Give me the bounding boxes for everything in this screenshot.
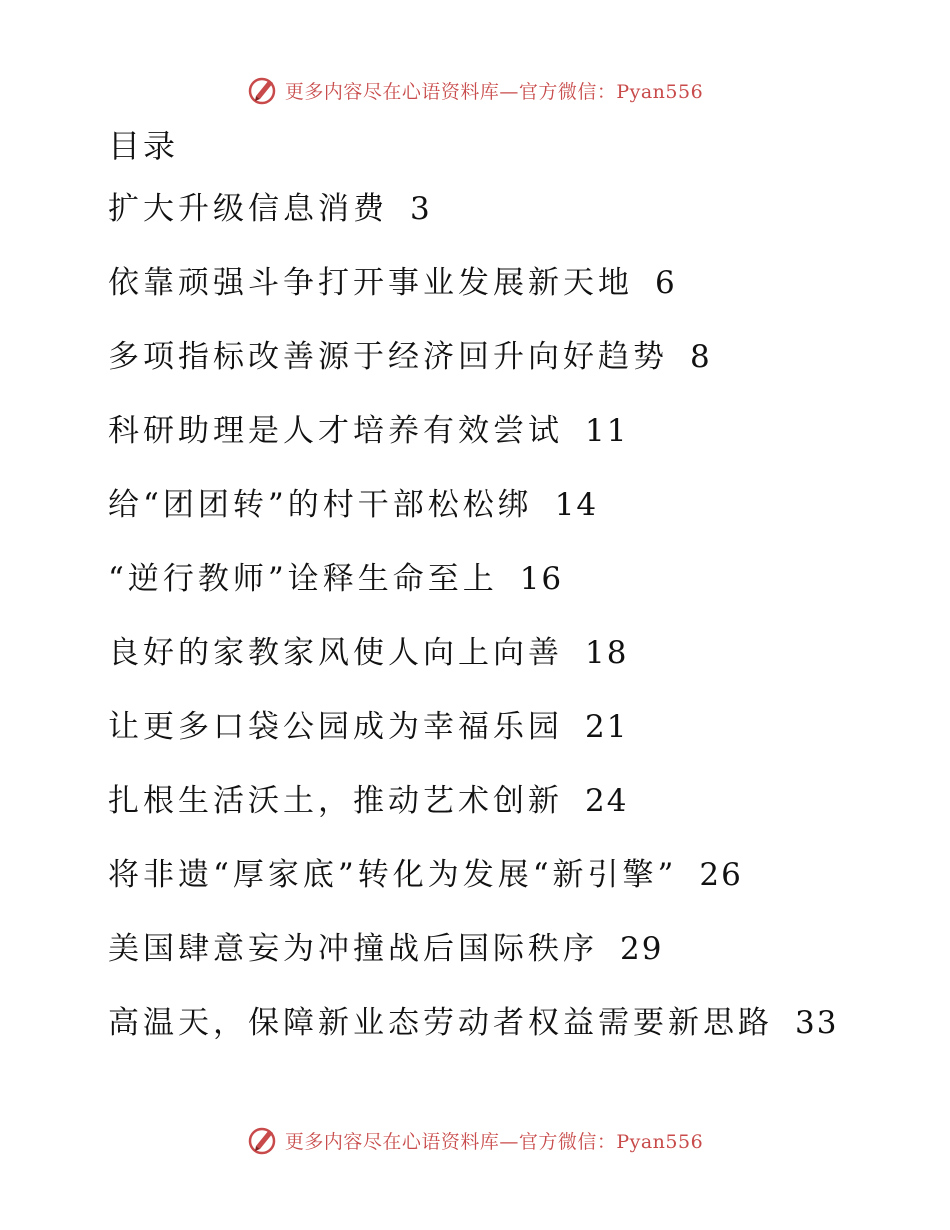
footer-watermark <box>0 1120 950 1160</box>
toc-entry-page: 21 <box>585 709 629 745</box>
toc-entry[interactable] <box>108 912 908 986</box>
toc-entry[interactable] <box>108 468 908 542</box>
header-watermark <box>0 70 950 110</box>
toc-entry-title: 科研助理是人才培养有效尝试 <box>108 413 563 449</box>
toc-entry-page: 29 <box>620 931 664 967</box>
toc-entry-page: 14 <box>554 487 599 523</box>
toc-entry[interactable] <box>108 246 908 320</box>
toc-entry-page: 8 <box>690 339 712 375</box>
watermark-text: 更多内容尽在心语资料库—官方微信：Pyan556 <box>284 80 704 103</box>
toc-entry-page: 24 <box>585 783 629 819</box>
toc-entry[interactable] <box>108 320 908 394</box>
watermark-group <box>247 74 703 106</box>
toc-entry-title: 多项指标改善源于经济回升向好趋势 <box>108 339 668 375</box>
toc-entry-page: 26 <box>699 857 743 893</box>
toc-entry[interactable] <box>108 542 908 616</box>
toc-entry-title: 扎根生活沃土，推动艺术创新 <box>108 783 563 819</box>
toc-entry[interactable] <box>108 172 908 246</box>
toc-entry-title: 美国肆意妄为冲撞战后国际秩序 <box>108 931 598 967</box>
toc-entry[interactable] <box>108 394 908 468</box>
toc-entry-title: 良好的家教家风使人向上向善 <box>108 635 563 671</box>
toc-entry[interactable] <box>108 986 908 1060</box>
toc-entry-page: 33 <box>795 1005 839 1041</box>
toc-entry[interactable] <box>108 838 908 912</box>
toc-entry[interactable] <box>108 690 908 764</box>
toc-title: 目录 <box>108 127 179 165</box>
watermark-text: 更多内容尽在心语资料库—官方微信：Pyan556 <box>284 1130 704 1153</box>
toc-entry-title: 依靠顽强斗争打开事业发展新天地 <box>108 265 633 301</box>
watermark-group <box>247 1124 703 1156</box>
toc-entry-page: 11 <box>585 413 629 449</box>
toc-entry-title: 高温天，保障新业态劳动者权益需要新思路 <box>108 1005 773 1041</box>
toc-entry-title: “逆行教师”诠释生命至上 <box>108 561 498 597</box>
toc-entry-page: 16 <box>519 561 564 597</box>
pen-logo-icon <box>247 74 279 106</box>
toc-entry-page: 6 <box>655 265 677 301</box>
toc-entry[interactable] <box>108 764 908 838</box>
table-of-contents <box>108 120 908 1060</box>
toc-entry-title: 让更多口袋公园成为幸福乐园 <box>108 709 563 745</box>
toc-entry-title: 扩大升级信息消费 <box>108 191 388 227</box>
pen-logo-icon <box>247 1124 279 1156</box>
toc-entry-title: 将非遗“厚家底”转化为发展“新引擎” <box>108 857 678 893</box>
toc-entry-page: 3 <box>410 191 432 227</box>
toc-entry-page: 18 <box>585 635 629 671</box>
toc-list <box>108 172 908 1060</box>
toc-entry[interactable] <box>108 616 908 690</box>
toc-entry-title: 给“团团转”的村干部松松绑 <box>108 487 533 523</box>
